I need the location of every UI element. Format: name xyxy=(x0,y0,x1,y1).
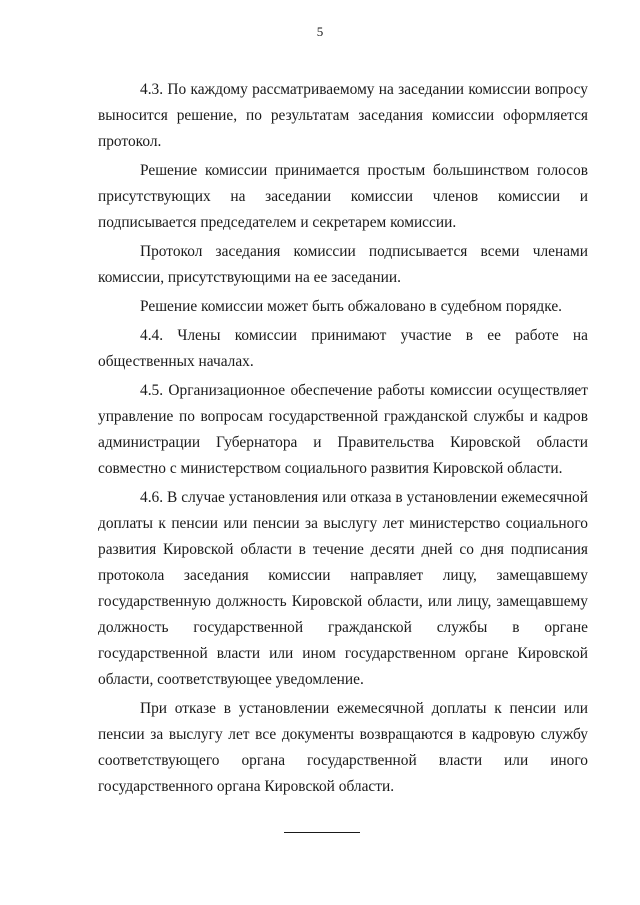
paragraph-protocol-signing: Протокол заседания комиссии подписывается всеми членами комиссии, присутствующими на ее заседании. xyxy=(98,243,588,286)
paragraph-4-6: 4.6. В случае установления или отказа в установлении ежемесячной доплаты к пенсии или пенсии за выслугу лет министерство социального развития Кировской области в течение десяти дней со дня подписания протокола заседания комиссии направляет лицу, замещавшему государственную должность Кировской области, или лицу, замещавшему должность государственной гражданской службы в органе государственной власти или ином государственном органе Кировской области, соответствующее уведомление. xyxy=(98,489,588,688)
paragraph-appeal: Решение комиссии может быть обжаловано в судебном порядке. xyxy=(140,298,563,315)
paragraph-4-3: 4.3. По каждому рассматриваемому на заседании комиссии вопросу выносится решение, по результатам заседания комиссии оформляется протокол. xyxy=(98,81,588,150)
document-body xyxy=(98,77,588,800)
paragraph-refusal-documents: При отказе в установлении ежемесячной доплаты к пенсии или пенсии за выслугу лет все документы возвращаются в кадровую службу соответствующего органа государственной власти или иного государственного органа Кировской области. xyxy=(98,700,588,795)
end-of-document-rule xyxy=(284,832,360,833)
paragraph-decision-majority: Решение комиссии принимается простым большинством голосов присутствующих на заседании комиссии членов комиссии и подписывается председателем и секретарем комиссии. xyxy=(98,162,588,231)
paragraph-4-4: 4.4. Члены комиссии принимают участие в ее работе на общественных началах. xyxy=(98,327,588,370)
paragraph-4-5: 4.5. Организационное обеспечение работы комиссии осуществляет управление по вопросам государственной гражданской службы и кадров администрации Губернатора и Правительства Кировской области совместно с министерством социального развития Кировской области. xyxy=(98,382,588,477)
page-number: 5 xyxy=(316,24,324,39)
